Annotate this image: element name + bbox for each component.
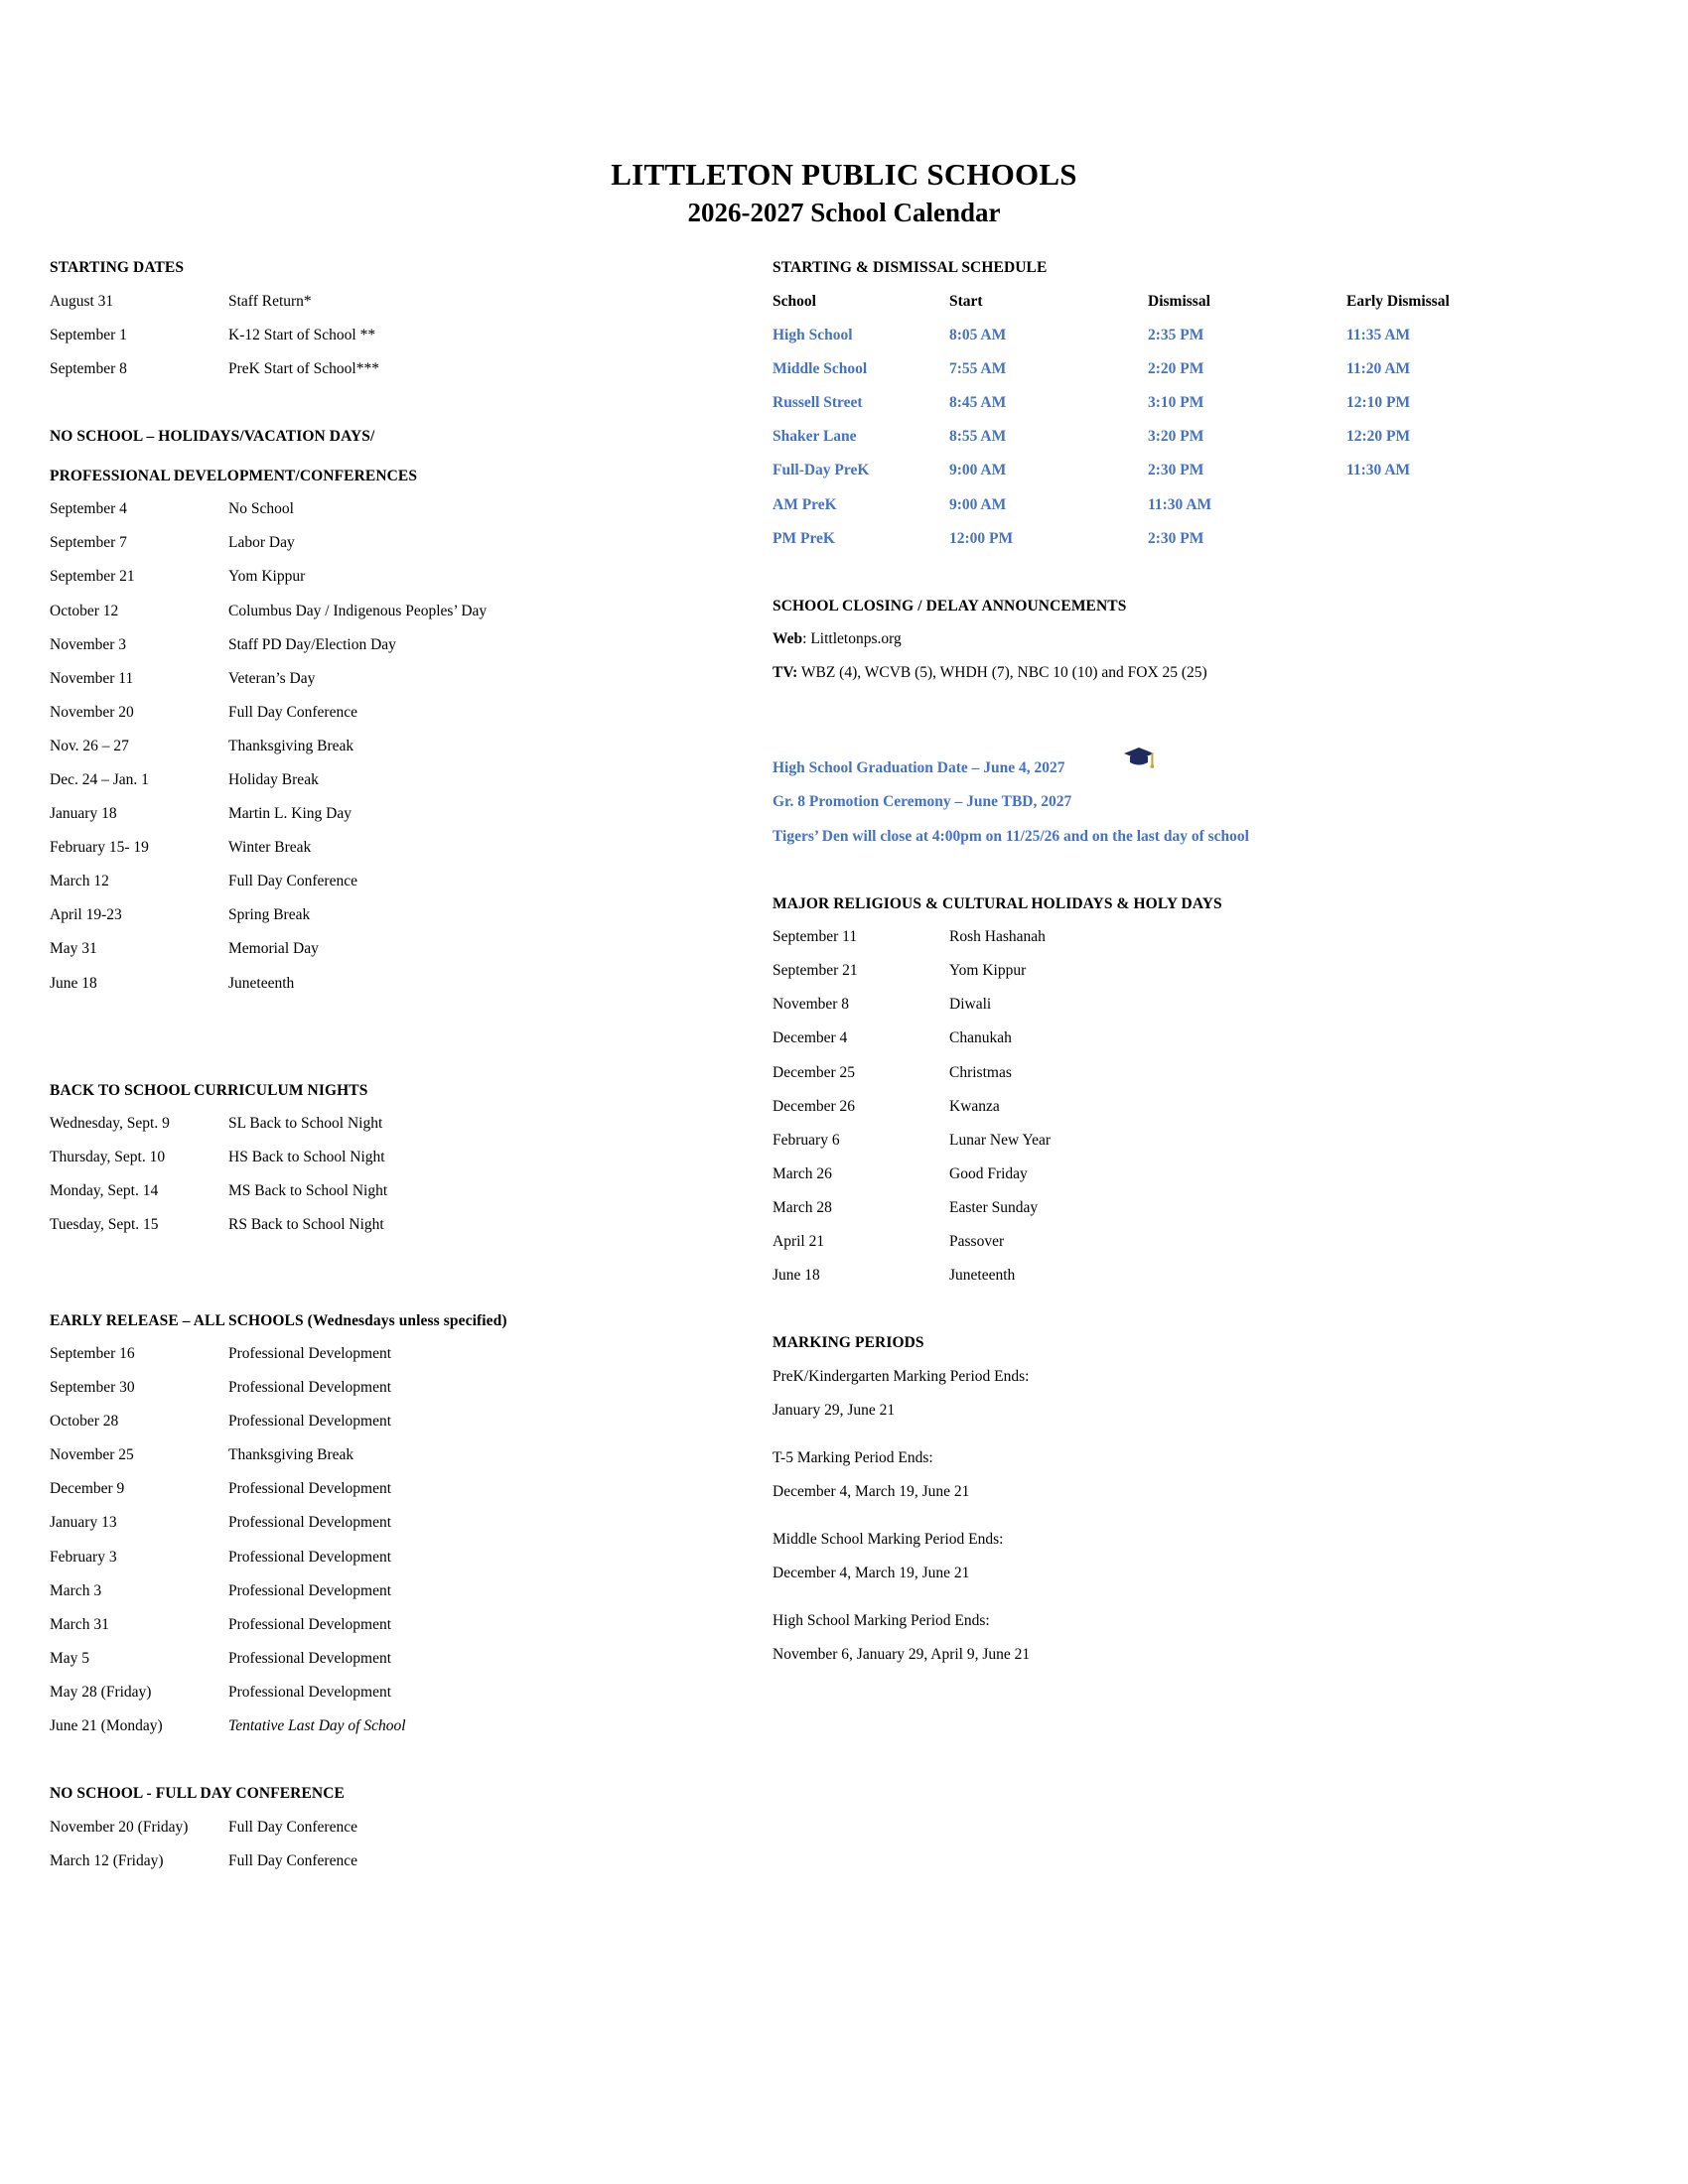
section-heading-no-school-line1: NO SCHOOL – HOLIDAYS/VACATION DAYS/	[50, 428, 375, 446]
table-row	[50, 1617, 735, 1633]
row-date: April 21	[773, 1233, 825, 1250]
title-year: 2026-2027 School Calendar	[687, 197, 1001, 227]
row-event: K-12 Start of School **	[228, 327, 376, 344]
table-row	[773, 1234, 1628, 1250]
cell-early-dismissal: 11:30 AM	[1346, 462, 1411, 479]
table-row	[773, 328, 1628, 343]
table-row	[50, 1346, 735, 1362]
row-event: Staff Return*	[228, 292, 312, 310]
row-event: PreK Start of School***	[228, 360, 379, 378]
tigers-den-note: Tigers’ Den will close at 4:00pm on 11/25/26 and on the last day of school	[773, 827, 1249, 845]
table-row	[773, 963, 1628, 979]
cell-school: High School	[773, 327, 853, 344]
row-date: October 12	[50, 602, 119, 619]
table-row	[50, 671, 735, 687]
section-heading-school-closing: SCHOOL CLOSING / DELAY ANNOUNCEMENTS	[773, 597, 1127, 614]
row-date: November 20	[50, 703, 134, 721]
row-event: SL Back to School Night	[228, 1115, 383, 1133]
section-heading-no-school-line2: PROFESSIONAL DEVELOPMENT/CONFERENCES	[50, 467, 418, 484]
row-date: May 31	[50, 940, 97, 958]
table-row	[773, 1030, 1628, 1046]
back-to-school-list	[50, 1116, 735, 1233]
section-heading-early-release: EARLY RELEASE – ALL SCHOOLS (Wednesdays unless specified)	[50, 1311, 507, 1329]
row-event: Lunar New Year	[949, 1131, 1052, 1149]
table-row	[50, 1183, 735, 1199]
column-header-early-dismissal: Early Dismissal	[1346, 292, 1450, 310]
row-date: October 28	[50, 1413, 119, 1431]
row-event: Good Friday	[949, 1164, 1028, 1182]
marking-period-group	[773, 1450, 1628, 1500]
graduation-date-text: High School Graduation Date – June 4, 2027	[773, 759, 1065, 777]
table-row	[50, 1447, 735, 1463]
section-heading-back-to-school: BACK TO SCHOOL CURRICULUM NIGHTS	[50, 1081, 368, 1099]
section-heading-schedule: STARTING & DISMISSAL SCHEDULE	[773, 259, 1048, 277]
row-date: April 19-23	[50, 906, 122, 924]
table-row	[50, 637, 735, 653]
row-date: Wednesday, Sept. 9	[50, 1115, 170, 1133]
cell-school: Middle School	[773, 360, 868, 378]
row-event: Martin L. King Day	[228, 805, 352, 823]
table-row	[50, 976, 735, 992]
cell-dismissal: 3:20 PM	[1148, 428, 1204, 446]
row-date: January 18	[50, 805, 117, 823]
title-district: LITTLETON PUBLIC SCHOOLS	[611, 157, 1077, 192]
row-event: Professional Development	[228, 1514, 392, 1532]
row-event: Staff PD Day/Election Day	[228, 635, 396, 653]
row-date: December 9	[50, 1480, 125, 1498]
early-release-list	[50, 1346, 735, 1734]
marking-period-label: High School Marking Period Ends:	[773, 1612, 990, 1630]
cell-start: 7:55 AM	[949, 360, 1007, 378]
row-date: September 8	[50, 360, 127, 378]
row-date: February 15- 19	[50, 839, 149, 857]
row-date: September 7	[50, 534, 127, 552]
marking-period-label: Middle School Marking Period Ends:	[773, 1531, 1004, 1549]
row-event: Winter Break	[228, 839, 312, 857]
row-date: March 31	[50, 1615, 109, 1633]
row-event: Full Day Conference	[228, 873, 357, 890]
tv-announcement	[773, 665, 1628, 681]
row-date: November 8	[773, 996, 850, 1014]
cell-start: 8:45 AM	[949, 394, 1007, 412]
content-columns	[0, 260, 1688, 1886]
table-row	[50, 501, 735, 517]
row-event: Christmas	[949, 1063, 1012, 1081]
column-header-school: School	[773, 292, 816, 310]
right-column	[735, 260, 1628, 1681]
cell-early-dismissal	[1346, 531, 1545, 547]
starting-dates-list	[50, 294, 735, 377]
table-row	[50, 328, 735, 343]
table-row	[773, 1065, 1628, 1081]
cell-dismissal: 2:20 PM	[1148, 360, 1204, 378]
row-event: Professional Development	[228, 1379, 392, 1397]
cell-school: Russell Street	[773, 394, 863, 412]
table-row	[773, 929, 1628, 945]
row-date: January 13	[50, 1514, 117, 1532]
row-event: Kwanza	[949, 1097, 1000, 1115]
table-row	[773, 361, 1628, 377]
cell-start: 9:00 AM	[949, 495, 1007, 513]
row-event: Full Day Conference	[228, 1818, 357, 1836]
row-date: June 21 (Monday)	[50, 1717, 163, 1735]
row-event: Full Day Conference	[228, 1851, 357, 1869]
row-date: September 30	[50, 1379, 135, 1397]
row-date: February 6	[773, 1131, 840, 1149]
row-event: MS Back to School Night	[228, 1182, 388, 1200]
table-row	[50, 294, 735, 310]
promotion-ceremony-note: Gr. 8 Promotion Ceremony – June TBD, 2027	[773, 793, 1072, 811]
table-row	[773, 1133, 1628, 1149]
row-date: December 26	[773, 1097, 856, 1115]
table-row	[50, 1820, 735, 1836]
row-event: Veteran’s Day	[228, 669, 316, 687]
column-header-start: Start	[949, 292, 983, 310]
table-row	[773, 497, 1628, 513]
section-heading-starting-dates: STARTING DATES	[50, 259, 185, 277]
row-event: Professional Development	[228, 1480, 392, 1498]
row-date: November 20 (Friday)	[50, 1818, 189, 1836]
row-date: Dec. 24 – Jan. 1	[50, 770, 149, 788]
marking-period-dates: January 29, June 21	[773, 1401, 896, 1419]
graduation-cap-icon	[1122, 745, 1156, 770]
tv-value: WBZ (4), WCVB (5), WHDH (7), NBC 10 (10) and FOX 25 (25)	[797, 664, 1207, 682]
row-event: Professional Development	[228, 1649, 392, 1667]
row-event: Yom Kippur	[949, 962, 1027, 980]
row-date: November 11	[50, 669, 134, 687]
table-row	[50, 569, 735, 585]
table-row	[773, 997, 1628, 1013]
table-row	[50, 1380, 735, 1396]
table-row	[50, 535, 735, 551]
table-row	[50, 806, 735, 822]
cell-start: 8:55 AM	[949, 428, 1007, 446]
row-event: Thanksgiving Break	[228, 1446, 354, 1464]
cell-early-dismissal: 12:10 PM	[1346, 394, 1411, 412]
table-row	[50, 361, 735, 377]
table-row	[50, 604, 735, 619]
cell-start: 8:05 AM	[949, 327, 1007, 344]
table-row	[50, 1550, 735, 1566]
section-heading-marking-periods: MARKING PERIODS	[773, 1334, 924, 1352]
table-row	[50, 1515, 735, 1531]
web-announcement	[773, 631, 1628, 647]
row-event: Spring Break	[228, 906, 311, 924]
row-date: Nov. 26 – 27	[50, 737, 129, 754]
row-date: February 3	[50, 1548, 117, 1566]
table-row	[50, 772, 735, 788]
cell-school: AM PreK	[773, 495, 837, 513]
column-header-dismissal: Dismissal	[1148, 292, 1210, 310]
row-date: June 18	[50, 974, 97, 992]
table-row	[50, 1150, 735, 1165]
table-row	[773, 395, 1628, 411]
full-day-conference-list	[50, 1820, 735, 1869]
row-event: HS Back to School Night	[228, 1149, 385, 1166]
table-row	[50, 1685, 735, 1701]
row-date: December 4	[773, 1029, 848, 1047]
row-event: Professional Development	[228, 1581, 392, 1599]
table-row	[50, 1414, 735, 1430]
table-row	[50, 1481, 735, 1497]
row-date: September 4	[50, 500, 127, 518]
cell-early-dismissal	[1346, 497, 1545, 513]
marking-period-dates: December 4, March 19, June 21	[773, 1565, 970, 1582]
cell-start: 12:00 PM	[949, 529, 1014, 547]
marking-period-group	[773, 1369, 1628, 1419]
row-event: Juneteenth	[949, 1267, 1016, 1285]
row-date: Thursday, Sept. 10	[50, 1149, 166, 1166]
table-row	[50, 1718, 735, 1734]
row-date: March 12 (Friday)	[50, 1851, 164, 1869]
table-row	[773, 1166, 1628, 1182]
row-date: March 26	[773, 1164, 832, 1182]
row-event: Professional Development	[228, 1683, 392, 1701]
no-school-list	[50, 501, 735, 991]
row-date: March 3	[50, 1581, 102, 1599]
religious-holidays-list	[773, 929, 1628, 1283]
row-event: Diwali	[949, 996, 992, 1014]
row-event: Yom Kippur	[228, 568, 306, 586]
table-row	[773, 463, 1628, 478]
row-date: Tuesday, Sept. 15	[50, 1216, 159, 1234]
left-column	[0, 260, 735, 1886]
cell-school: PM PreK	[773, 529, 835, 547]
cell-school: Full-Day PreK	[773, 462, 870, 479]
marking-period-dates: November 6, January 29, April 9, June 21	[773, 1646, 1031, 1664]
cell-early-dismissal: 11:35 AM	[1346, 327, 1411, 344]
row-date: September 1	[50, 327, 127, 344]
section-heading-full-day-conference: NO SCHOOL - FULL DAY CONFERENCE	[50, 1785, 345, 1803]
tv-label: TV:	[773, 664, 798, 682]
row-date: May 28 (Friday)	[50, 1683, 152, 1701]
table-row	[50, 907, 735, 923]
row-event: Labor Day	[228, 534, 295, 552]
row-event: Tentative Last Day of School	[228, 1717, 406, 1735]
table-row	[50, 840, 735, 856]
table-row	[50, 1217, 735, 1233]
graduation-date-note	[773, 760, 1628, 776]
cell-dismissal: 2:30 PM	[1148, 529, 1204, 547]
row-date: March 28	[773, 1198, 832, 1216]
row-date: September 21	[50, 568, 135, 586]
marking-period-group	[773, 1613, 1628, 1663]
cell-start: 9:00 AM	[949, 462, 1007, 479]
row-event: Professional Development	[228, 1345, 392, 1362]
table-row	[773, 1268, 1628, 1284]
cell-dismissal: 2:35 PM	[1148, 327, 1204, 344]
table-header-row	[773, 294, 1628, 310]
cell-early-dismissal: 11:20 AM	[1346, 360, 1411, 378]
row-event: No School	[228, 500, 294, 518]
row-date: Monday, Sept. 14	[50, 1182, 159, 1200]
row-event: RS Back to School Night	[228, 1216, 384, 1234]
row-date: May 5	[50, 1649, 90, 1667]
document-title	[0, 0, 1688, 228]
marking-period-dates: December 4, March 19, June 21	[773, 1482, 970, 1500]
row-date: March 12	[50, 873, 109, 890]
row-date: August 31	[50, 292, 114, 310]
row-date: December 25	[773, 1063, 856, 1081]
table-row	[50, 739, 735, 754]
row-event: Columbus Day / Indigenous Peoples’ Day	[228, 602, 488, 619]
table-row	[50, 705, 735, 721]
section-heading-religious-holidays: MAJOR RELIGIOUS & CULTURAL HOLIDAYS & HOLY DAYS	[773, 894, 1222, 912]
row-date: November 25	[50, 1446, 134, 1464]
row-event: Thanksgiving Break	[228, 737, 354, 754]
table-row	[773, 531, 1628, 547]
row-event: Professional Development	[228, 1548, 392, 1566]
row-event: Passover	[949, 1233, 1005, 1250]
marking-period-label: T-5 Marking Period Ends:	[773, 1448, 933, 1466]
table-row	[50, 1853, 735, 1869]
table-row	[773, 1099, 1628, 1115]
table-row	[50, 1116, 735, 1132]
row-event: Juneteenth	[228, 974, 295, 992]
row-date: June 18	[773, 1267, 820, 1285]
marking-period-label: PreK/Kindergarten Marking Period Ends:	[773, 1367, 1030, 1385]
web-label: Web	[773, 630, 803, 648]
row-date: September 11	[773, 928, 858, 946]
cell-dismissal: 11:30 AM	[1148, 495, 1212, 513]
table-row	[50, 941, 735, 957]
row-event: Professional Development	[228, 1615, 392, 1633]
row-event: Chanukah	[949, 1029, 1012, 1047]
row-event: Holiday Break	[228, 770, 319, 788]
marking-period-group	[773, 1532, 1628, 1581]
cell-early-dismissal: 12:20 PM	[1346, 428, 1411, 446]
row-event: Easter Sunday	[949, 1198, 1039, 1216]
web-value: : Littletonps.org	[802, 630, 902, 648]
row-event: Memorial Day	[228, 940, 319, 958]
row-event: Full Day Conference	[228, 703, 357, 721]
table-row	[773, 429, 1628, 445]
row-date: September 21	[773, 962, 858, 980]
table-row	[773, 1200, 1628, 1216]
table-row	[50, 1583, 735, 1599]
table-row	[50, 1651, 735, 1667]
row-event: Professional Development	[228, 1413, 392, 1431]
row-event: Rosh Hashanah	[949, 928, 1046, 946]
row-date: November 3	[50, 635, 127, 653]
cell-dismissal: 2:30 PM	[1148, 462, 1204, 479]
row-date: September 16	[50, 1345, 135, 1362]
schedule-table	[773, 294, 1628, 546]
table-row	[50, 874, 735, 889]
cell-school: Shaker Lane	[773, 428, 857, 446]
cell-dismissal: 3:10 PM	[1148, 394, 1204, 412]
